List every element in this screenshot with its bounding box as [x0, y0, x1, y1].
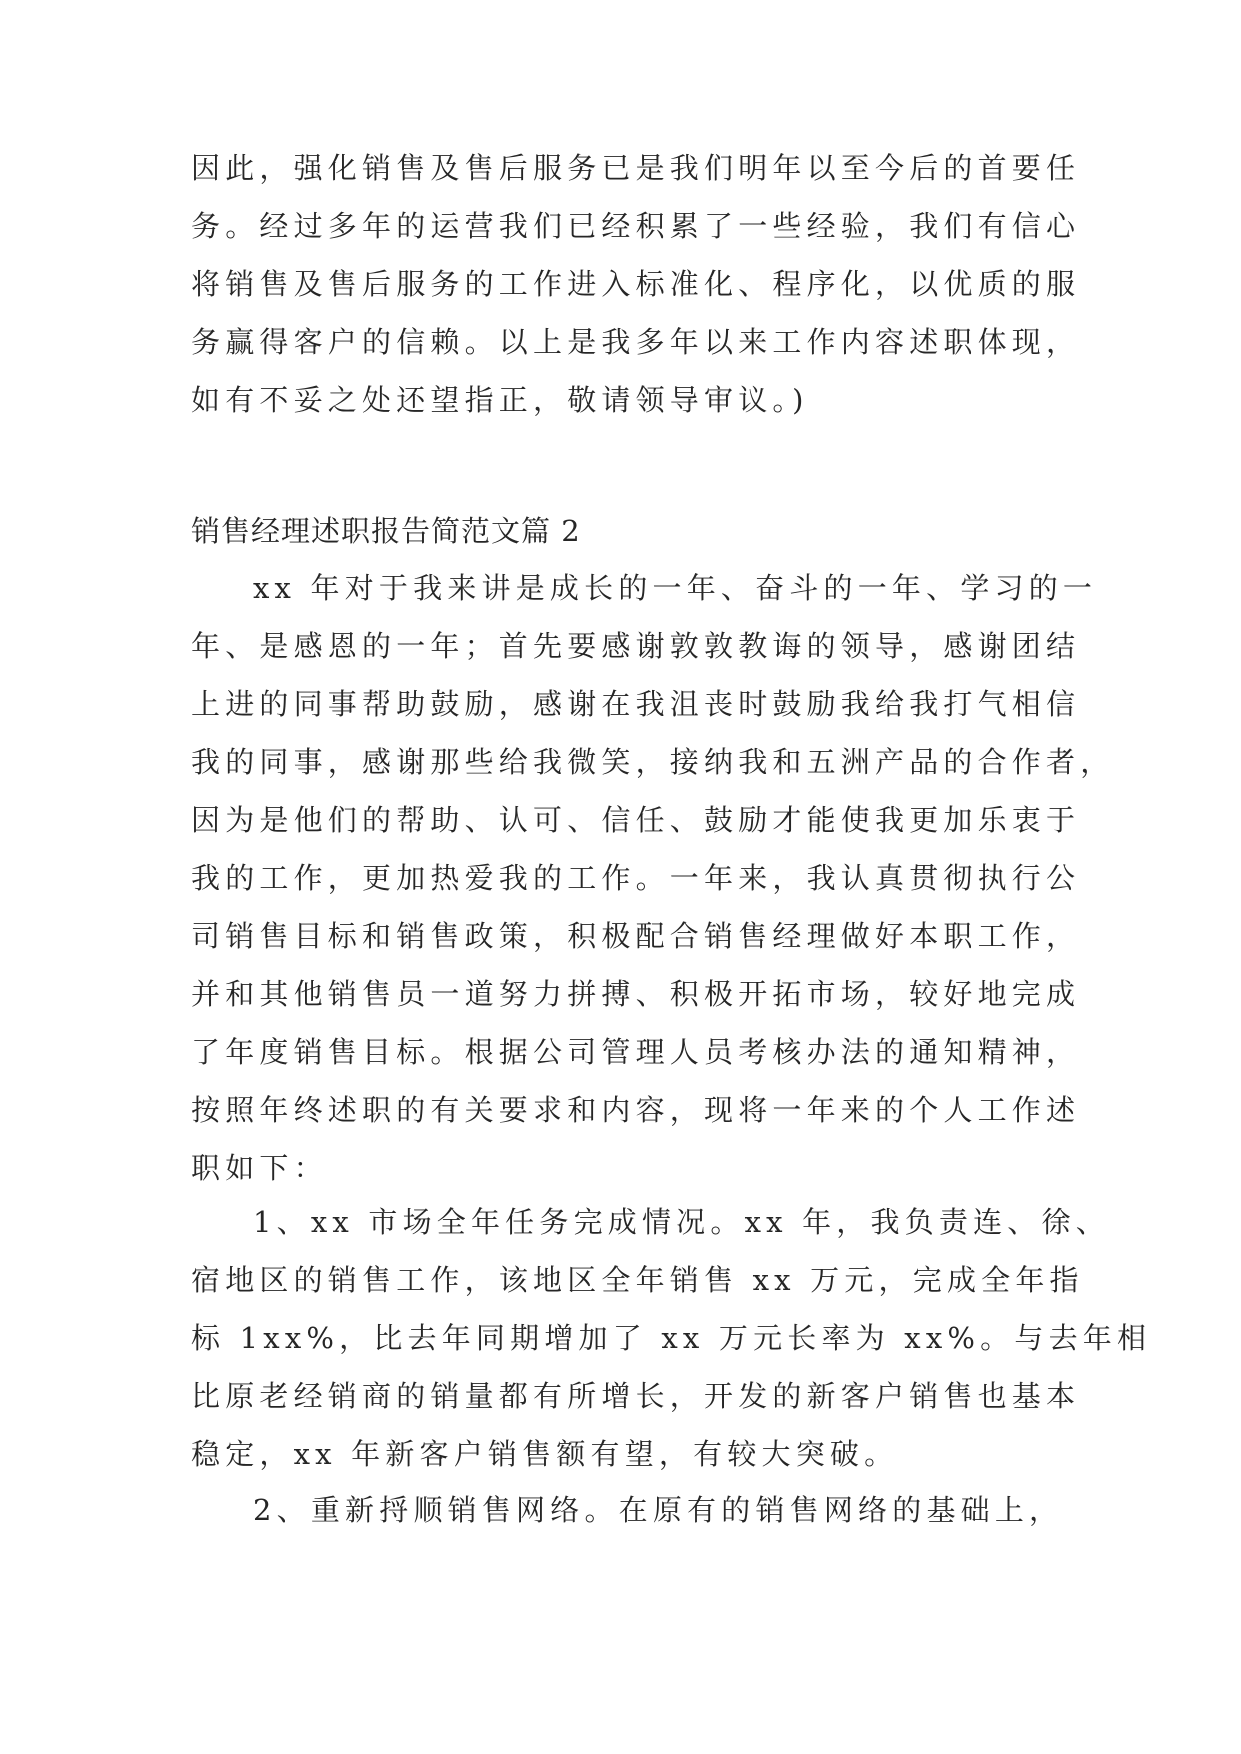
text-line: 宿地区的销售工作，该地区全年销售 xx 万元，完成全年指 — [191, 1263, 1084, 1297]
text-line: 将销售及售后服务的工作进入标准化、程序化，以优质的服 — [191, 267, 1081, 301]
text-line: 职如下： — [191, 1151, 328, 1185]
text-line: 我的工作，更加热爱我的工作。一年来，我认真贯彻执行公 — [191, 861, 1081, 895]
text-line: xx 年对于我来讲是成长的一年、奋斗的一年、学习的一 — [253, 571, 1098, 605]
text-line: 如有不妥之处还望指正，敬请领导审议。) — [191, 383, 809, 417]
text-line: 2、重新捋顺销售网络。在原有的销售网络的基础上， — [253, 1493, 1064, 1527]
text-line: 1、xx 市场全年任务完成情况。xx 年，我负责连、徐、 — [253, 1205, 1110, 1239]
text-line: 上进的同事帮助鼓励，感谢在我沮丧时鼓励我给我打气相信 — [191, 687, 1081, 721]
text-line: 因为是他们的帮助、认可、信任、鼓励才能使我更加乐衷于 — [191, 803, 1081, 837]
paragraph-1 — [191, 559, 1115, 1197]
text-line: 我的同事，感谢那些给我微笑，接纳我和五洲产品的合作者， — [191, 745, 1115, 779]
section-heading-block — [191, 502, 1071, 560]
text-line: 并和其他销售员一道努力拼搏、积极开拓市场，较好地完成 — [191, 977, 1081, 1011]
text-line: 按照年终述职的有关要求和内容，现将一年来的个人工作述 — [191, 1093, 1081, 1127]
text-line: 标 1xx%，比去年同期增加了 xx 万元长率为 xx%。与去年相 — [191, 1321, 1152, 1355]
paragraph-2 — [191, 1193, 1152, 1483]
text-line: 务。经过多年的运营我们已经积累了一些经验，我们有信心 — [191, 209, 1081, 243]
text-line: 比原老经销商的销量都有所增长，开发的新客户销售也基本 — [191, 1379, 1081, 1413]
section-heading: 销售经理述职报告简范文篇 2 — [191, 514, 581, 548]
intro-paragraph — [191, 139, 1081, 429]
text-line: 了年度销售目标。根据公司管理人员考核办法的通知精神， — [191, 1035, 1081, 1069]
text-line: 司销售目标和销售政策，积极配合销售经理做好本职工作， — [191, 919, 1081, 953]
paragraph-3 — [191, 1481, 1071, 1539]
text-line: 因此，强化销售及售后服务已是我们明年以至今后的首要任 — [191, 151, 1081, 185]
text-line: 务赢得客户的信赖。以上是我多年以来工作内容述职体现， — [191, 325, 1081, 359]
text-line: 稳定，xx 年新客户销售额有望，有较大突破。 — [191, 1437, 899, 1471]
text-line: 年、是感恩的一年；首先要感谢敦敦教诲的领导，感谢团结 — [191, 629, 1081, 663]
